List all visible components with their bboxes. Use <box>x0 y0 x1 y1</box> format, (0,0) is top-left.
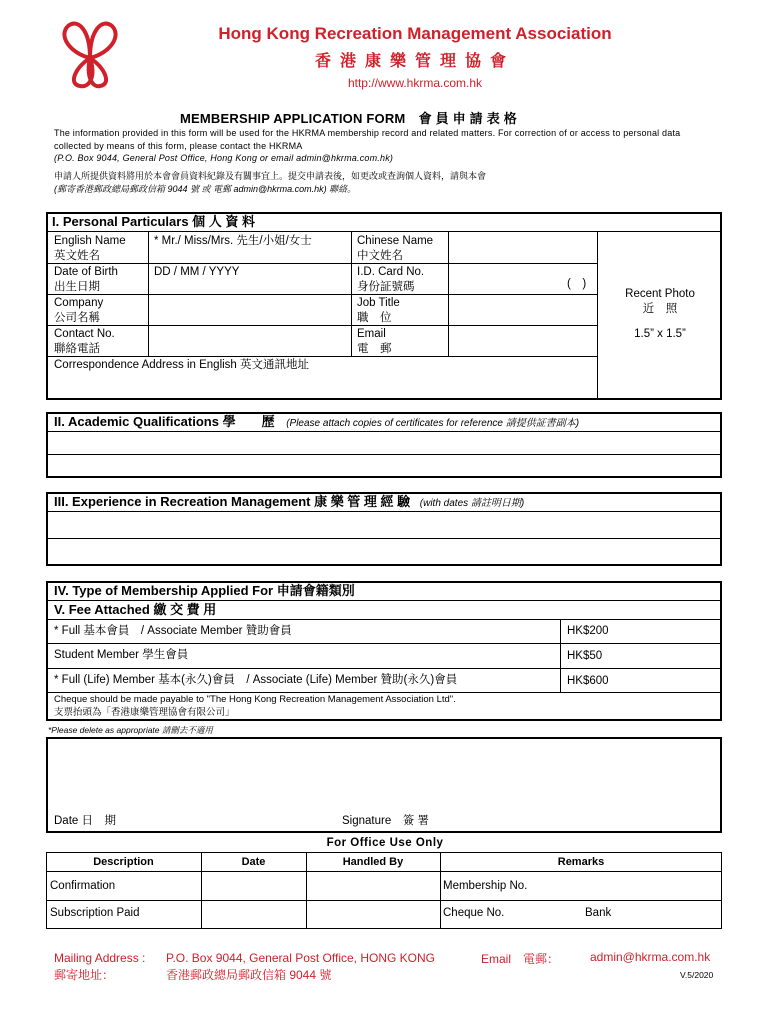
office-confirmation: Confirmation <box>50 880 116 892</box>
footer-mailing-label: Mailing Address : 郵寄地址： <box>54 951 146 982</box>
section2-title: II. Academic Qualifications 學 歷 (Please attach copies of certificates for reference 請提供証書副本) <box>54 414 580 429</box>
signature-label: Signature 簽 署 <box>342 815 429 827</box>
fee-student: HK$50 <box>567 650 603 662</box>
office-header-remarks: Remarks <box>557 856 605 868</box>
footer-email-label: Email 電郵： <box>481 952 560 966</box>
dob-format[interactable]: DD / MM / YYYY <box>154 266 240 278</box>
id-check-digit[interactable]: ( ) <box>567 278 587 290</box>
membership-option-life[interactable]: * Full (Life) Member 基本(永久)會員 / Associate (Life) Member 贊助(永久)會員 <box>54 674 458 686</box>
cheque-note: Cheque should be made payable to "The Hong Kong Recreation Management Association Ltd". 支票抬頭為「香港康樂管理協會有限公司」 <box>54 694 456 718</box>
intro-en-text: The information provided in this form will be used for the HKRMA membership record and related matters. For correction of or access to personal data collected by means of this form, please contact the HKRMA <box>54 128 681 151</box>
job-title-label: Job Title 職 位 <box>357 297 400 324</box>
english-name-label: English Name 英文姓名 <box>54 235 126 262</box>
section1-title: I. Personal Particulars 個 人 資 料 <box>52 214 256 229</box>
org-name-zh: 香港康樂管理協會 <box>314 53 515 70</box>
fee-full: HK$200 <box>567 625 609 637</box>
intro-en <box>54 127 719 165</box>
delete-note: *Please delete as appropriate 請刪去不適用 <box>48 725 213 735</box>
website-link[interactable]: http://www.hkrma.com.hk <box>347 76 483 90</box>
title-options[interactable]: * Mr./ Miss/Mrs. 先生/小姐/女士 <box>154 235 312 247</box>
membership-option-full[interactable]: * Full 基本會員 / Associate Member 贊助會員 <box>54 625 292 637</box>
version-label: V.5/2020 <box>680 970 714 980</box>
email-label: Email 電 郵 <box>357 328 392 355</box>
fee-life: HK$600 <box>567 675 609 687</box>
office-cheque-no: Cheque No. <box>443 907 505 919</box>
form-title: MEMBERSHIP APPLICATION FORM 會 員 申 請 表 格 <box>180 111 517 126</box>
dob-label: Date of Birth 出生日期 <box>54 266 118 293</box>
address-label: Correspondence Address in English 英文通訊地址 <box>54 359 310 371</box>
chinese-name-label: Chinese Name 中文姓名 <box>357 235 434 262</box>
membership-option-student[interactable]: Student Member 學生會員 <box>54 649 189 661</box>
section4-title: IV. Type of Membership Applied For 申請會籍類別 <box>54 583 355 598</box>
section3-title: III. Experience in Recreation Management 康 樂 管 理 經 驗 (with dates 請註明日期) <box>54 494 525 509</box>
photo-box[interactable]: Recent Photo 近 照 1.5” x 1.5” <box>625 288 695 340</box>
office-header-handled: Handled By <box>342 856 404 868</box>
office-bank: Bank <box>585 907 612 919</box>
company-label: Company 公司名稱 <box>54 297 104 324</box>
intro-zh-text: 申請人所提供資料將用於本會會員資料紀錄及有關事宜上。提交申請表後，如更改或查詢個人資料，請與本會 <box>54 171 487 181</box>
contact-label: Contact No. 聯絡電話 <box>54 328 115 355</box>
id-card-label: I.D. Card No. 身份証號碼 <box>357 266 425 293</box>
footer-email[interactable]: admin@hkrma.com.hk <box>590 950 711 964</box>
org-name-en: Hong Kong Recreation Management Association <box>218 24 612 43</box>
office-use-title: For Office Use Only <box>326 837 444 849</box>
intro-zh <box>54 170 719 195</box>
intro-zh-contact: (郵寄香港郵政總局郵政信箱 9044 號 或 電郵 admin@hkrma.com.hk) 聯絡。 <box>54 183 357 194</box>
footer-address: P.O. Box 9044, General Post Office, HONG KONG 香港郵政總局郵政信箱 9044 號 <box>166 951 436 982</box>
office-header-description: Description <box>93 856 154 868</box>
intro-en-contact: (P.O. Box 9044, General Post Office, Hong Kong or email admin@hkrma.com.hk) <box>54 153 394 163</box>
section5-title: V. Fee Attached 繳 交 費 用 <box>54 602 217 617</box>
office-membership-no: Membership No. <box>443 880 528 892</box>
office-subscription: Subscription Paid <box>50 907 140 919</box>
office-header-date: Date <box>241 856 266 868</box>
date-label: Date 日 期 <box>54 815 116 827</box>
